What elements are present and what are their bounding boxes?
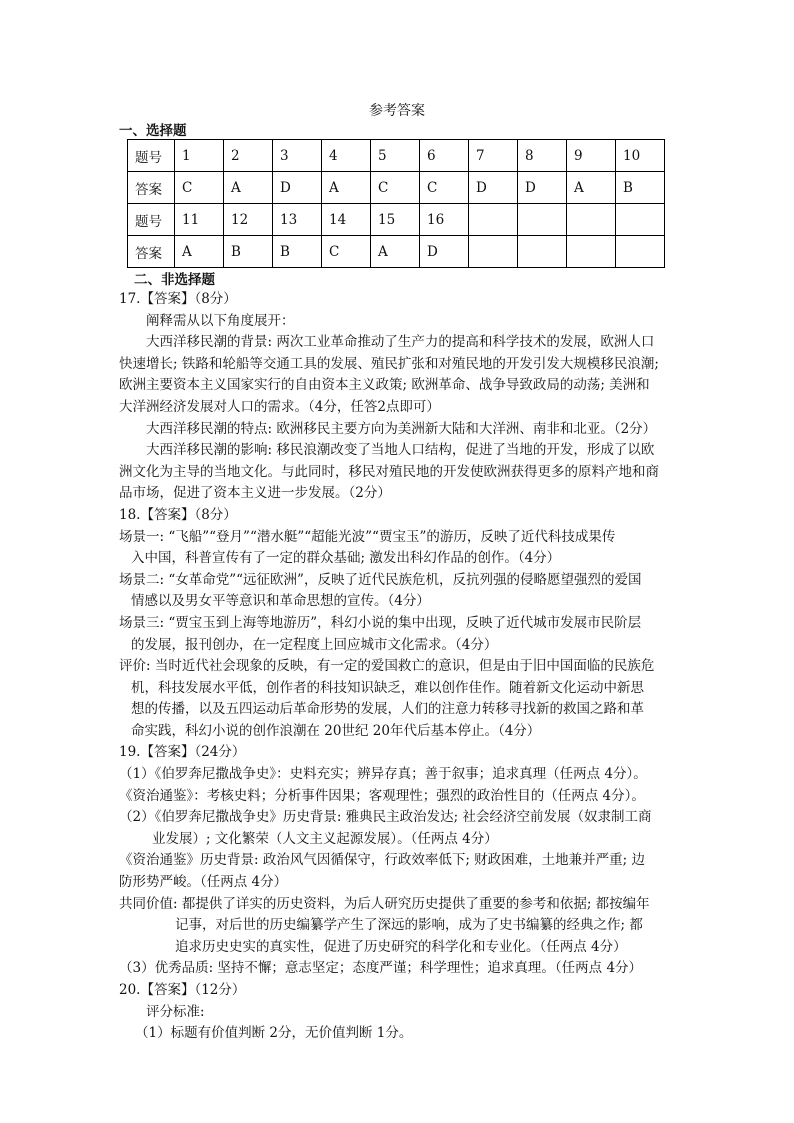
text-line: （2）《伯罗奔尼撒战争史》历史背景: 雅典民主政治发达; 社会经济空前发展（奴隶制工商 (119, 809, 652, 826)
table-cell (469, 236, 518, 268)
text-line: 评价: 当时近代社会现象的反映，有一定的爱国救亡的意识，但是由于旧中国面临的民族危 (119, 658, 655, 675)
page-title: 参考答案 (369, 103, 425, 119)
text-line: 命实践，科幻小说的创作浪潮在 20世纪 20年代后基本停止。（4分） (131, 722, 541, 739)
text-line: 大西洋移民潮的影响: 移民浪潮改变了当地人口结构，促进了当地的开发，形成了以欧 (146, 442, 655, 459)
row-label-cell: 题号 (128, 140, 175, 172)
table-row (128, 140, 665, 172)
text-line: 想的传播，以及五四运动后革命形势的发展，人们的注意力转移寻找新的救国之路和革 (131, 701, 644, 718)
table-cell: 15 (371, 204, 420, 236)
text-line: （1）标题有价值判断 2分，无价值判断 1分。 (135, 1025, 413, 1042)
table-cell: 3 (273, 140, 322, 172)
text-line: 洲文化为主导的当地文化。与此同时，移民对殖民地的开发使欧洲获得更多的原料产地和商 (119, 463, 659, 480)
text-line: （3）优秀品质: 坚持不懈；意志坚定；态度严谨；科学理性；追求真理。（任两点 4分） (119, 960, 643, 977)
table-cell: 1 (175, 140, 224, 172)
text-line: 防形势严峻。（任两点 4分） (119, 874, 288, 891)
q18-heading: 18.【答案】（8分） (119, 506, 237, 523)
text-line: 场景一: “飞船”“登月”“潜水艇”“超能光波”“贾宝玉”的游历，反映了近代科技成果传 (119, 528, 616, 545)
table-cell (567, 236, 616, 268)
table-cell (567, 204, 616, 236)
q20-heading: 20.【答案】（12分） (119, 982, 246, 998)
table-cell: 7 (469, 140, 518, 172)
text-line: 阐释需从以下角度展开： (146, 312, 295, 329)
table-cell (469, 204, 518, 236)
text-line: 场景二: “女革命党”“远征欧洲”，反映了近代民族危机，反抗列强的侵略愿望强烈的爱国 (119, 571, 642, 588)
text-line: 《资治通鉴》历史背景: 政治风气因循保守，行政效率低下; 财政困难，土地兼并严重; 边 (119, 852, 646, 869)
table-cell: 11 (175, 204, 224, 236)
table-row (128, 236, 665, 268)
table-cell: C (420, 172, 469, 204)
answer-table (127, 139, 665, 268)
table-cell: 13 (273, 204, 322, 236)
table-cell: B (273, 236, 322, 268)
table-cell: 2 (224, 140, 273, 172)
table-cell: 9 (567, 140, 616, 172)
table-cell: 14 (322, 204, 371, 236)
table-cell: 16 (420, 204, 469, 236)
table-cell: C (322, 236, 371, 268)
table-cell: A (224, 172, 273, 204)
table-cell: C (371, 172, 420, 204)
table-cell: D (420, 236, 469, 268)
text-line: 《资治通鉴》：考核史料；分析事件因果；客观理性；强烈的政治性目的（任两点 4分）。 (119, 787, 645, 804)
table-cell: A (371, 236, 420, 268)
text-line: 大西洋移民潮的特点: 欧洲移民主要方向为美洲新大陆和大洋洲、南非和北亚。（2分） (146, 420, 657, 437)
text-line: 共同价值: 都提供了详实的历史资料，为后人研究历史提供了重要的参考和依据; 都按编年 (119, 895, 650, 912)
text-line: 大洋洲经济发展对人口的需求。（4分，任答2点即可） (119, 398, 440, 415)
text-line: 欧洲主要资本主义国家实行的自由资本主义政策; 欧洲革命、战争导致政局的动荡; 美洲和 (119, 377, 650, 394)
text-line: 业发展）; 文化繁荣（人文主义起源发展）。（任两点 4分） (152, 830, 498, 847)
q19-heading: 19.【答案】（24分） (119, 744, 246, 761)
text-line: 记事，对后世的历史编纂学产生了深远的影响，成为了史书编纂的经典之作; 都 (175, 917, 643, 934)
row-label-cell: 答案 (128, 172, 175, 204)
table-cell: 5 (371, 140, 420, 172)
table-cell: 8 (518, 140, 567, 172)
table-cell (518, 236, 567, 268)
text-line: 评分标准: (146, 1003, 205, 1020)
table-cell: 12 (224, 204, 273, 236)
text-line: （1）《伯罗奔尼撒战争史》：史料充实；辨异存真；善于叙事；追求真理（任两点 4分）。 (119, 766, 647, 783)
text-line: 快速增长; 铁路和轮船等交通工具的发展、殖民扩张和对殖民地的开发引发大规模移民浪潮; (119, 355, 659, 372)
table-cell: A (175, 236, 224, 268)
table-cell: A (567, 172, 616, 204)
text-line: 场景三: “贾宝玉到上海等地游历”，科幻小说的集中出现，反映了近代城市发展市民阶层 (119, 614, 642, 631)
text-line: 情感以及男女平等意识和革命思想的宣传。（4分） (131, 593, 430, 610)
text-line: 追求历史史实的真实性，促进了历史研究的科学化和专业化。（任两点 4分） (175, 938, 627, 955)
table-row (128, 204, 665, 236)
table-cell: 4 (322, 140, 371, 172)
table-cell: D (469, 172, 518, 204)
section-heading-choice: 一、选择题 (119, 123, 187, 139)
answer-body (119, 289, 679, 1045)
table-cell: D (273, 172, 322, 204)
table-cell: 6 (420, 140, 469, 172)
q17-heading: 17.【答案】（8分） (119, 291, 237, 307)
text-line: 大西洋移民潮的背景: 两次工业革命推动了生产力的提高和科学技术的发展，欧洲人口 (146, 334, 655, 351)
table-row (128, 172, 665, 204)
table-cell (518, 204, 567, 236)
table-cell (616, 236, 665, 268)
table-cell (616, 204, 665, 236)
table-cell: 10 (616, 140, 665, 172)
table-cell: D (518, 172, 567, 204)
row-label-cell: 题号 (128, 204, 175, 236)
table-cell: B (224, 236, 273, 268)
table-cell: B (616, 172, 665, 204)
text-line: 的发展，报刊创办，在一定程度上回应城市文化需求。（4分） (131, 636, 498, 653)
table-cell: C (175, 172, 224, 204)
row-label-cell: 答案 (128, 236, 175, 268)
table-cell: A (322, 172, 371, 204)
text-line: 入中国，科普宣传有了一定的群众基础; 激发出科幻作品的创作。（4分） (131, 550, 561, 567)
section-heading-nonchoice: 二、非选择题 (134, 272, 215, 288)
text-line: 机，科技发展水平低，创作者的科技知识缺乏，难以创作佳作。随着新文化运动中新思 (131, 679, 644, 696)
text-line: 品市场，促进了资本主义进一步发展。（2分） (119, 485, 391, 502)
